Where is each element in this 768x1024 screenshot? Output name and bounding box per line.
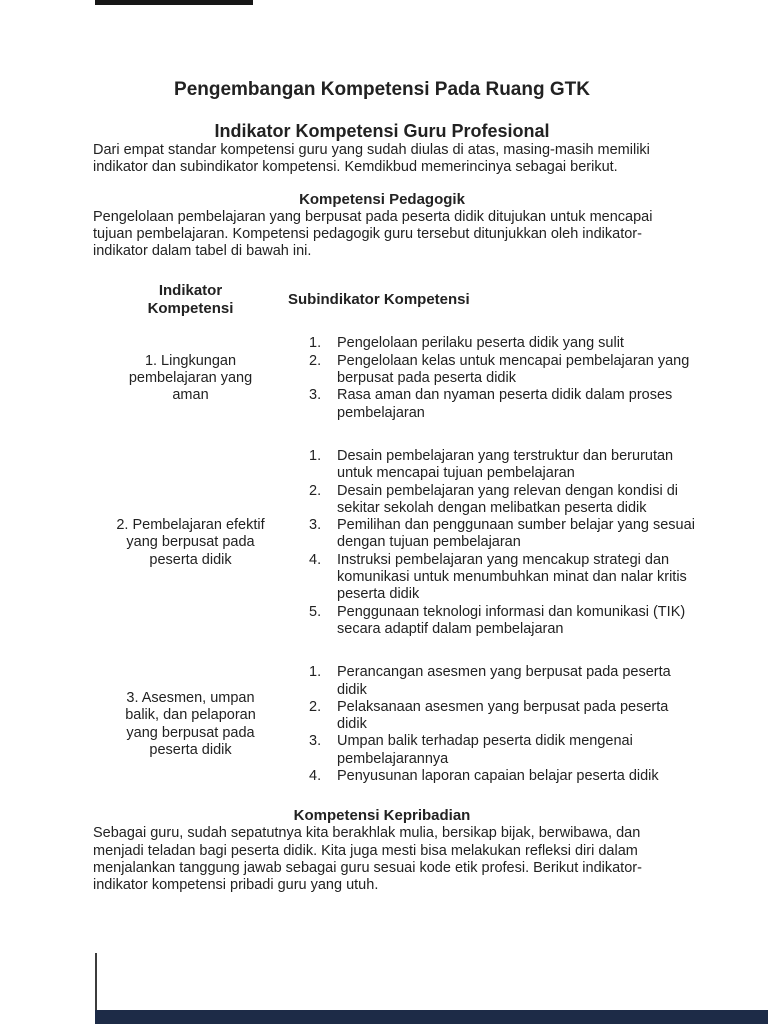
viewer-page-edge-bottom [95, 1010, 768, 1024]
doc-subtitle: Indikator Kompetensi Guru Profesional [214, 121, 550, 141]
table-row [93, 664, 695, 785]
pedagogik-description: Pengelolaan pembelajaran yang berpusat pada peserta didik ditujukan untuk mencapai tujuan pembelajaran. Kompetensi pedagogik guru tersebut ditunjukkan oleh indikator-indikator dalam tabel di bawah ini. [93, 208, 653, 260]
indicator-cell: 3. Asesmen, umpan balik, dan pelaporan yang berpusat pada peserta didik [125, 690, 256, 759]
doc-title: Pengembangan Kompetensi Pada Ruang GTK [174, 79, 590, 100]
subindicator-cell [288, 448, 695, 638]
subindicator-item: Instruksi pembelajaran yang mencakup strategi dan komunikasi untuk menumbuhkan minat dan nalar kritis peserta didik [337, 551, 687, 603]
subindicator-item: Pelaksanaan asesmen yang berpusat pada peserta didik [337, 698, 669, 733]
viewer-page-edge-left [95, 953, 97, 1010]
table-row [93, 448, 695, 638]
kepribadian-description: Sebagai guru, sudah sepatutnya kita berakhlak mulia, bersikap bijak, berwibawa, dan menjadi teladan bagi peserta didik. Kita juga mesti bisa melakukan refleksi diri dalam menjalankan tanggung jawab sebagai guru sesuai kode etik profesi. Berikut indikator-indikator kompetensi pribadi guru yang utuh. [93, 825, 642, 894]
column-header-subindikator: Subindikator Kompetensi [288, 290, 470, 308]
subindicator-item: Pengelolaan perilaku peserta didik yang sulit [337, 335, 624, 352]
subindicator-list [288, 664, 695, 785]
subindicator-item: Perancangan asesmen yang berpusat pada peserta didik [337, 664, 671, 698]
section-heading-kepribadian: Kompetensi Kepribadian [293, 807, 471, 825]
subindicator-item: Desain pembelajaran yang terstruktur dan berurutan untuk mencapai tujuan pembelajaran [337, 447, 674, 482]
indicator-cell: 1. Lingkungan pembelajaran yang aman [128, 352, 253, 404]
intro-paragraph: Dari empat standar kompetensi guru yang sudah diulas di atas, masing-masih memiliki indikator dan subindikator kompetensi. Kemdikbud memerincinya sebagai berikut. [93, 142, 650, 176]
subindicator-list [288, 335, 695, 421]
subindicator-cell [288, 335, 695, 421]
subindicator-item: Pemilihan dan penggunaan sumber belajar yang sesuai dengan tujuan pembelajaran [337, 517, 695, 551]
subindicator-item: Desain pembelajaran yang relevan dengan kondisi di sekitar sekolah dengan melibatkan peserta didik [337, 482, 678, 516]
subindicator-item: Rasa aman dan nyaman peserta didik dalam proses pembelajaran [337, 387, 673, 421]
subindicator-item: Penyusunan laporan capaian belajar peserta didik [337, 768, 659, 785]
table-row [93, 335, 695, 421]
competency-table-header-row [93, 282, 695, 317]
subindicator-cell [288, 664, 695, 785]
indicator-cell: 2. Pembelajaran efektif yang berpusat pada peserta didik [116, 517, 265, 568]
competency-table [93, 282, 695, 785]
column-header-indikator: Indikator Kompetensi [147, 282, 234, 317]
document-content [93, 0, 695, 895]
section-heading-pedagogik: Kompetensi Pedagogik [299, 190, 465, 208]
subindicator-item: Pengelolaan kelas untuk mencapai pembelajaran yang berpusat pada peserta didik [337, 352, 690, 387]
subindicator-item: Penggunaan teknologi informasi dan komunikasi (TIK) secara adaptif dalam pembelajaran [337, 603, 686, 637]
subindicator-list [288, 448, 695, 638]
subindicator-item: Umpan balik terhadap peserta didik mengenai pembelajarannya [337, 733, 633, 767]
competency-table-body [93, 335, 695, 785]
